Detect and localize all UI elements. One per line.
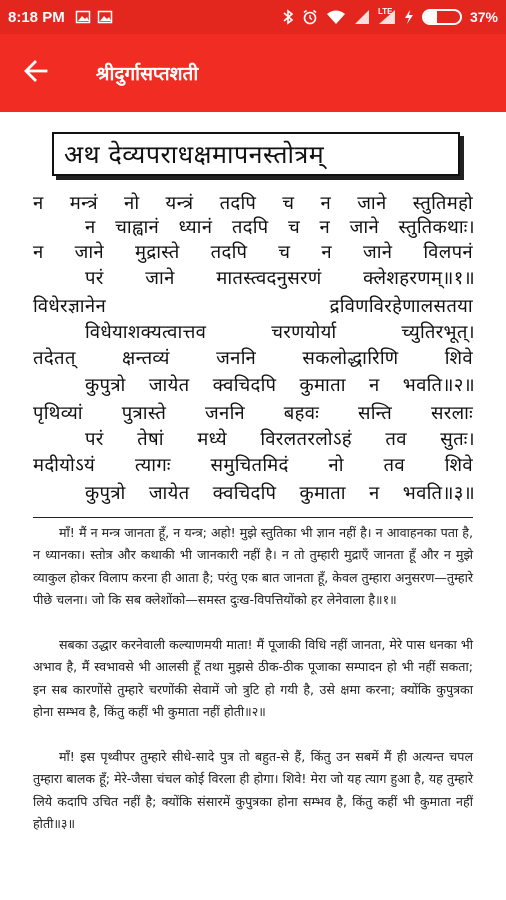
verse-line: विधेयाशक्यत्वात्तव चरणयोर्या च्युतिरभूत्।: [85, 322, 475, 343]
network-label: LTE: [377, 7, 393, 16]
back-button[interactable]: [0, 34, 72, 112]
commentary-paragraph: सबका उद्धार करनेवाली कल्याणमयी माता! मैं पूजाकी विधि नहीं जानता, मेरे पास धनका भी अभाव है, मैं स्वभावसे भी आलसी हूँ तथा मुझसे ठीक-ठीक पूजाका सम्पादन हो भी नहीं सकता; इन सब कारणोंसे तुम्हारे चरणोंकी सेवामें जो त्रुटि हो गयी है, उसे क्षमा करना; क्योंकि कुपुत्रका होना सम्भव है, किंतु कहीं भी कुमाता नहीं होती॥२॥: [33, 637, 473, 720]
verse-line: तदेतत् क्षन्तव्यं जननि सकलोद्धारिणि शिवे: [33, 348, 473, 369]
image-icon: [75, 9, 91, 25]
divider: [33, 517, 473, 518]
verse-line: परं तेषां मध्ये विरलतरलोऽहं तव सुतः।: [85, 429, 475, 450]
verse-line: पृथिव्यां पुत्रास्ते जननि बहवः सन्ति सरलाः: [33, 403, 473, 424]
bluetooth-icon: [282, 9, 294, 25]
stotra-title-box: [52, 132, 460, 176]
alarm-icon: [302, 9, 318, 25]
status-time: 8:18 PM: [8, 8, 65, 26]
commentary-paragraph: माँ! मैं न मन्त्र जानता हूँ, न यन्त्र; अहो! मुझे स्तुतिका भी ज्ञान नहीं है। न आवाहनका पता है, न ध्यानका। स्तोत्र और कथाकी भी जानकारी नहीं है। न तो तुम्हारी मुद्राएँ जानता हूँ और न मुझे व्याकुल होकर विलाप करना ही आता है; परंतु एक बात जानता हूँ, केवल तुम्हारा अनुसरण—तुम्हारे पीछे चलना। जो कि सब क्लेशोंको—समस्त दुःख-विपत्तियोंको हर लेनेवाला है॥१॥: [33, 525, 473, 608]
verse-line: न मन्त्रं नो यन्त्रं तदपि च न जाने स्तुतिमहो: [33, 193, 473, 214]
verse-line: परं जाने मातस्त्वदनुसरणं क्लेशहरणम्॥१॥: [85, 268, 475, 289]
status-bar: [0, 0, 506, 34]
signal-lte-icon: [378, 9, 396, 25]
reader-page[interactable]: [0, 112, 506, 900]
page-title: श्रीदुर्गासप्तशती: [96, 63, 199, 85]
battery-percent: 37%: [469, 9, 498, 25]
battery-fill: [424, 11, 437, 23]
app-toolbar: [0, 34, 506, 112]
image-icon: [97, 9, 113, 25]
verse-line: मदीयोऽयं त्यागः समुचितमिदं नो तव शिवे: [33, 455, 473, 476]
charging-icon: [404, 9, 414, 25]
status-right: [282, 9, 498, 25]
verse-line: न जाने मुद्रास्ते तदपि च न जाने विलपनं: [33, 242, 473, 263]
stotra-title: अथ देव्यपराधक्षमापनस्तोत्रम्: [64, 140, 325, 169]
signal-icon: [354, 9, 370, 25]
battery-icon: [422, 9, 462, 25]
verse-line: विधेरज्ञानेन द्रविणविरहेणालसतया: [33, 296, 473, 317]
arrow-left-icon: [23, 58, 49, 88]
verse-line: कुपुत्रो जायेत क्वचिदपि कुमाता न भवति॥३॥: [85, 483, 475, 504]
commentary-paragraph: माँ! इस पृथ्वीपर तुम्हारे सीधे-सादे पुत्र तो बहुत-से हैं, किंतु उन सबमें मैं ही अत्यन्त चपल तुम्हारा बालक हूँ; मेरे-जैसा चंचल कोई विरला ही होगा। शिवे! मेरा जो यह त्याग हुआ है, यह तुम्हारे लिये कदापि उचित नहीं है; क्योंकि संसारमें कुपुत्रका होना सम्भव है, किंतु कहीं भी कुमाता नहीं होती॥३॥: [33, 749, 473, 832]
notification-icons: [75, 9, 113, 25]
verse-line: न चाह्वानं ध्यानं तदपि च न जाने स्तुतिकथाः।: [85, 217, 475, 238]
wifi-icon: [326, 9, 346, 25]
verse-line: कुपुत्रो जायेत क्वचिदपि कुमाता न भवति॥२॥: [85, 375, 475, 396]
